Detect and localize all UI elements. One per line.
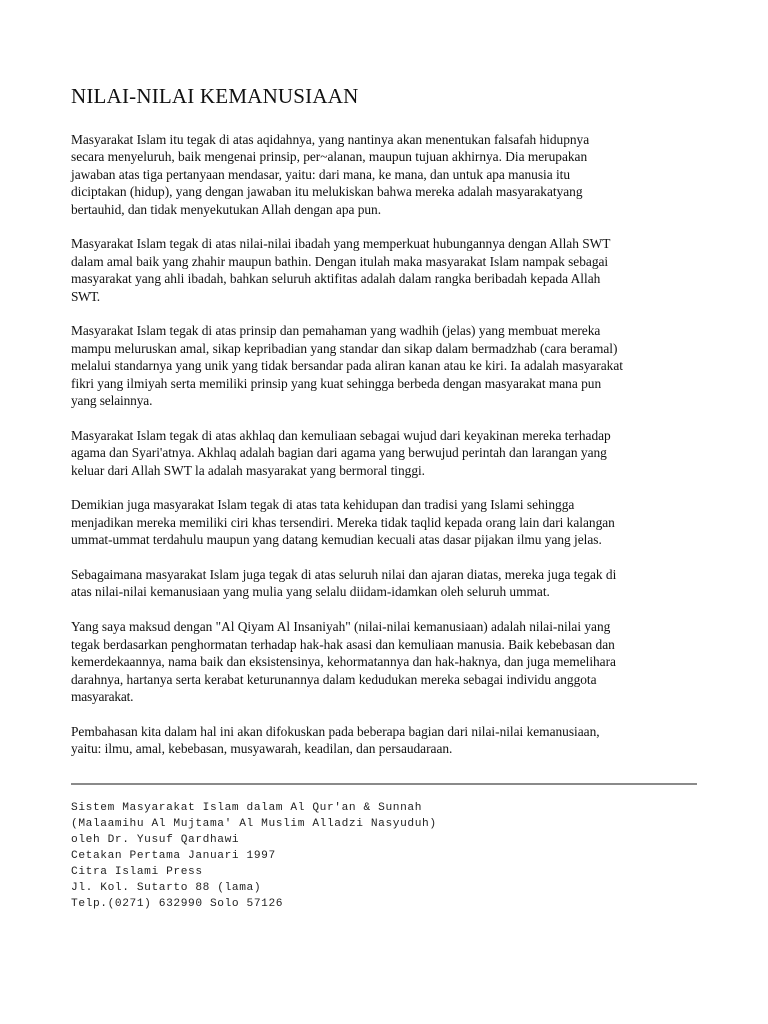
text-line: SWT. — [71, 288, 100, 304]
text-line: Sebagaimana masyarakat Islam juga tegak di atas seluruh nilai dan ajaran diatas, mereka juga tegak di — [71, 567, 617, 583]
paragraph-8 — [71, 723, 701, 758]
text-line: tegak berdasarkan penghormatan terhadap hak-hak asasi dan kemuliaan manusia. Baik kebebasan dan — [71, 636, 615, 652]
page-title: NILAI-NILAI KEMANUSIAAN — [71, 84, 359, 108]
text-line: Yang saya maksud dengan "Al Qiyam Al Insaniyah" (nilai-nilai kemanusiaan) adalah nilai-nilai yang — [71, 619, 611, 635]
text-line: masyarakat yang ahli ibadah, bahkan seluruh aktifitas adalah dalam rangka beribadah kepada Allah — [71, 271, 601, 287]
paragraph-7 — [71, 618, 701, 705]
paragraph-1 — [71, 131, 701, 218]
citation-line: Jl. Kol. Sutarto 88 (lama) — [71, 882, 262, 894]
source-citation — [71, 800, 437, 912]
text-line: diciptakan (hidup), yang dengan jawaban itu melukiskan bahwa mereka adalah masyarakatyang — [71, 184, 583, 200]
citation-line: oleh Dr. Yusuf Qardhawi — [71, 834, 240, 846]
text-line: darahnya, hartanya serta kerabat keturunannya dalam kedudukan mereka sebagai individu anggota — [71, 671, 597, 687]
text-line: fikri yang ilmiyah serta memiliki prinsip yang kuat sehingga berbeda dengan masyarakat mana pun — [71, 375, 602, 391]
article-body — [71, 131, 701, 775]
paragraph-3 — [71, 322, 701, 409]
citation-line: Cetakan Pertama Januari 1997 — [71, 850, 276, 862]
paragraph-4 — [71, 427, 701, 479]
text-line: jawaban atas tiga pertanyaan mendasar, yaitu: dari mana, ke mana, dan untuk apa manusia itu — [71, 166, 571, 182]
text-line: Masyarakat Islam tegak di atas akhlaq dan kemuliaan sebagai wujud dari keyakinan mereka terhadap — [71, 427, 611, 443]
text-line: Masyarakat Islam tegak di atas nilai-nilai ibadah yang memperkuat hubungannya dengan Allah SWT — [71, 236, 611, 252]
text-line: atas nilai-nilai kemanusiaan yang mulia yang selalu diidam-idamkan oleh seluruh ummat. — [71, 584, 550, 600]
text-line: Pembahasan kita dalam hal ini akan difokuskan pada beberapa bagian dari nilai-nilai kemanusiaan, — [71, 723, 600, 739]
text-line: kemerdekaannya, nama baik dan eksistensinya, kehormatannya dan hak-haknya, dan juga memelihara — [71, 654, 616, 670]
text-line: Demikian juga masyarakat Islam tegak di atas tata kehidupan dan tradisi yang Islami sehingga — [71, 497, 575, 513]
citation-line: Telp.(0271) 632990 Solo 57126 — [71, 898, 284, 910]
paragraph-6 — [71, 566, 701, 601]
text-line: menjadikan mereka memiliki ciri khas tersendiri. Mereka tidak taqlid kepada orang lain dari kalangan — [71, 514, 615, 530]
text-line: dalam amal baik yang zhahir maupun bathin. Dengan itulah maka masyarakat Islam nampak sebagai — [71, 253, 609, 269]
text-line: keluar dari Allah SWT la adalah masyarakat yang bermoral tinggi. — [71, 462, 425, 478]
citation-line: (Malaamihu Al Mujtama' Al Muslim Alladzi Nasyuduh) — [71, 818, 437, 830]
paragraph-2 — [71, 235, 701, 305]
text-line: melalui standarnya yang unik yang tidak bersandar pada aliran kanan atau ke kiri. Ia adalah masyarakat — [71, 358, 623, 374]
horizontal-divider — [71, 783, 697, 785]
text-line: secara menyeluruh, baik mengenai prinsip, per~alanan, maupun tujuan akhirnya. Dia merupakan — [71, 149, 588, 165]
text-line: Masyarakat Islam tegak di atas prinsip dan pemahaman yang wadhih (jelas) yang membuat mereka — [71, 323, 601, 339]
paragraph-5 — [71, 496, 701, 548]
text-line: mampu meluruskan amal, sikap kepribadian yang standar dan sikap dalam bermadzhab (cara beramal) — [71, 340, 618, 356]
text-line: bertauhid, dan tidak menyekutukan Allah dengan apa pun. — [71, 201, 382, 217]
text-line: masyarakat. — [71, 688, 134, 704]
text-line: ummat-ummat terdahulu maupun yang datang kemudian kecuali atas dasar pijakan ilmu yang jelas. — [71, 532, 602, 548]
citation-line: Citra Islami Press — [71, 866, 203, 878]
text-line: agama dan Syari'atnya. Akhlaq adalah bagian dari agama yang berwujud perintah dan larangan yang — [71, 445, 607, 461]
text-line: yang selainnya. — [71, 393, 153, 409]
text-line: Masyarakat Islam itu tegak di atas aqidahnya, yang nantinya akan menentukan falsafah hidupnya — [71, 132, 590, 147]
text-line: yaitu: ilmu, amal, kebebasan, musyawarah, keadilan, dan persaudaraan. — [71, 741, 453, 757]
citation-line: Sistem Masyarakat Islam dalam Al Qur'an & Sunnah — [71, 802, 423, 814]
